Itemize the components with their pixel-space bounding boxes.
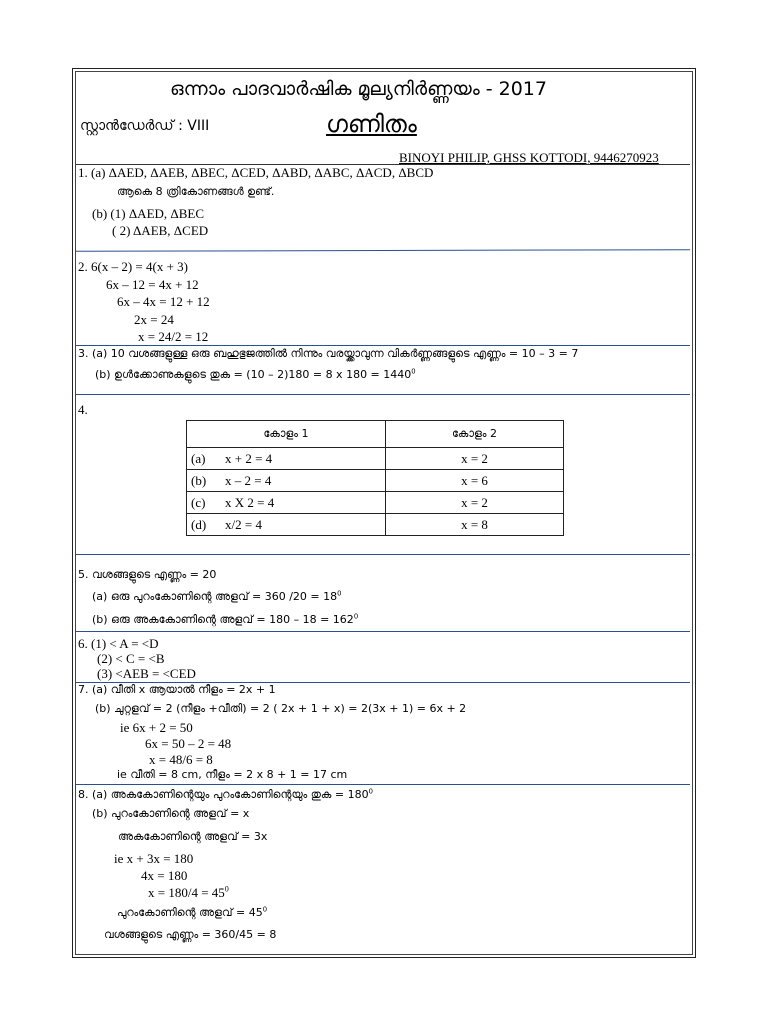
q5-b: [92, 614, 358, 625]
q3-b-degree: 0: [411, 367, 416, 376]
column2-cell: x = 6: [386, 470, 564, 492]
q6-line2: (2) < C = <B: [97, 651, 165, 666]
q1-b1: (b) (1) ΔAED, ΔBEC: [92, 206, 205, 221]
q7-divider: [76, 784, 690, 785]
q3-b-text: (b) ഉൾക്കോണുകളുടെ തുക = (10 – 2)180 = 8 x 180 = 1440: [95, 368, 412, 381]
column1-cell: [187, 448, 386, 470]
q2-line5: x = 24/2 = 12: [138, 329, 209, 344]
author-line: BINOYI PHILIP, GHSS KOTTODI, 9446270923: [399, 150, 659, 165]
q5-divider: [76, 631, 690, 632]
table-row: [187, 492, 564, 514]
q8-line3: അകകോണിന്റെ അളവ് = 3x: [118, 830, 268, 843]
q1-b2: ( 2) ΔAEB, ΔCED: [112, 223, 209, 238]
q3-divider: [76, 394, 690, 395]
q2-line4: 2x = 24: [134, 312, 174, 327]
column1-cell: [187, 492, 386, 514]
table-header-row: [187, 421, 564, 448]
q7-line4: 6x = 50 – 2 = 48: [145, 736, 232, 751]
q8-line7-degree: 0: [262, 905, 268, 914]
q8-a: [78, 789, 373, 800]
q5-line1: 5. വശങ്ങളുടെ എണ്ണം = 20: [78, 568, 217, 581]
row-equation: x X 2 = 4: [225, 494, 275, 510]
exam-title: ഒന്നാം പാദവാർഷിക മൂല്യനിർണ്ണയം - 2017: [170, 78, 547, 100]
q4-divider: [76, 554, 690, 555]
q8-b: (b) പുറംകോണിന്റെ അളവ് = x: [92, 807, 250, 820]
q8-line5: 4x = 180: [141, 868, 188, 883]
column2-cell: x = 2: [386, 492, 564, 514]
q5-a: [92, 591, 341, 602]
q6-line1: 6. (1) < A = <D: [78, 636, 159, 651]
q5-a-text: (a) ഒരു പുറംകോണിന്റെ അളവ് = 360 /20 = 18: [92, 590, 338, 603]
q8-line4: ie x + 3x = 180: [114, 851, 194, 866]
row-equation: x + 2 = 4: [225, 450, 273, 466]
row-label: (a): [191, 450, 206, 466]
q8-line6-text: x = 180/4 = 45: [148, 885, 225, 900]
row-label: (d): [191, 516, 207, 532]
standard-label: സ്റ്റാൻഡേർഡ് : VIII: [80, 118, 210, 134]
q2-line3: 6x – 4x = 12 + 12: [117, 294, 210, 309]
q8-a-text: 8. (a) അകകോണിന്റെയും പുറംകോണിന്റെയും തുക = 180: [78, 788, 369, 801]
q2-line1: 2. 6(x – 2) = 4(x + 3): [78, 259, 188, 274]
q5-a-degree: 0: [337, 589, 342, 598]
row-label: (c): [191, 494, 206, 510]
table-row: [187, 470, 564, 492]
column1-cell: [187, 470, 386, 492]
q5-b-text: (b) ഒരു അകകോണിന്റെ അളവ് = 180 – 18 = 162: [92, 613, 354, 626]
table-row: [187, 448, 564, 470]
q8-line7: [117, 907, 267, 918]
column1-header: കോളം 1: [187, 421, 386, 448]
q8-line7-text: പുറംകോണിന്റെ അളവ് = 45: [117, 906, 263, 919]
row-equation: x/2 = 4: [225, 516, 262, 532]
q1-a-note: ആകെ 8 ത്രികോണങ്ങൾ ഉണ്ട്.: [117, 185, 275, 198]
column1-cell: [187, 514, 386, 536]
q1-a: 1. (a) ΔAED, ΔAEB, ΔBEC, ΔCED, ΔABD, ΔABC, ΔACD, ΔBCD: [78, 165, 434, 180]
q6-line3: (3) <AEB = <CED: [97, 666, 196, 681]
q7-line6: ie വീതി = 8 cm, നീളം = 2 x 8 + 1 = 17 cm: [117, 768, 348, 781]
column2-header: കോളം 2: [386, 421, 564, 448]
q2-divider: [76, 345, 690, 346]
q7-line3: ie 6x + 2 = 50: [120, 720, 193, 735]
row-equation: x – 2 = 4: [225, 472, 272, 488]
matching-table: [186, 420, 564, 536]
row-label: (b): [191, 472, 207, 488]
q4-number: 4.: [78, 402, 88, 417]
q8-line6: [148, 886, 229, 899]
column2-cell: x = 8: [386, 514, 564, 536]
column2-cell: x = 2: [386, 448, 564, 470]
q3-a: 3. (a) 10 വശങ്ങളുള്ള ഒരു ബഹുഭുജത്തിൽ നിന്നും വരയ്ക്കാവുന്ന വികർണ്ണങ്ങളുടെ എണ്ണം = 10 – 3 = 7: [78, 347, 579, 360]
q8-line6-degree: 0: [224, 884, 229, 894]
q3-b: [95, 369, 416, 380]
q8-a-degree: 0: [368, 787, 373, 796]
q7-b: (b) ചുറ്റളവ് = 2 (നീളം +വീതി) = 2 ( 2x + 1 + x) = 2(3x + 1) = 6x + 2: [95, 702, 467, 715]
subject-title: ഗണിതം: [326, 110, 417, 138]
q7-line5: x = 48/6 = 8: [149, 752, 213, 767]
q7-a: 7. (a) വീതി x ആയാൽ നീളം = 2x + 1: [78, 683, 276, 696]
q8-line8: വശങ്ങളുടെ എണ്ണം = 360/45 = 8: [104, 928, 277, 941]
q2-line2: 6x – 12 = 4x + 12: [106, 277, 199, 292]
q5-b-degree: 0: [353, 612, 359, 621]
table-row: [187, 514, 564, 536]
